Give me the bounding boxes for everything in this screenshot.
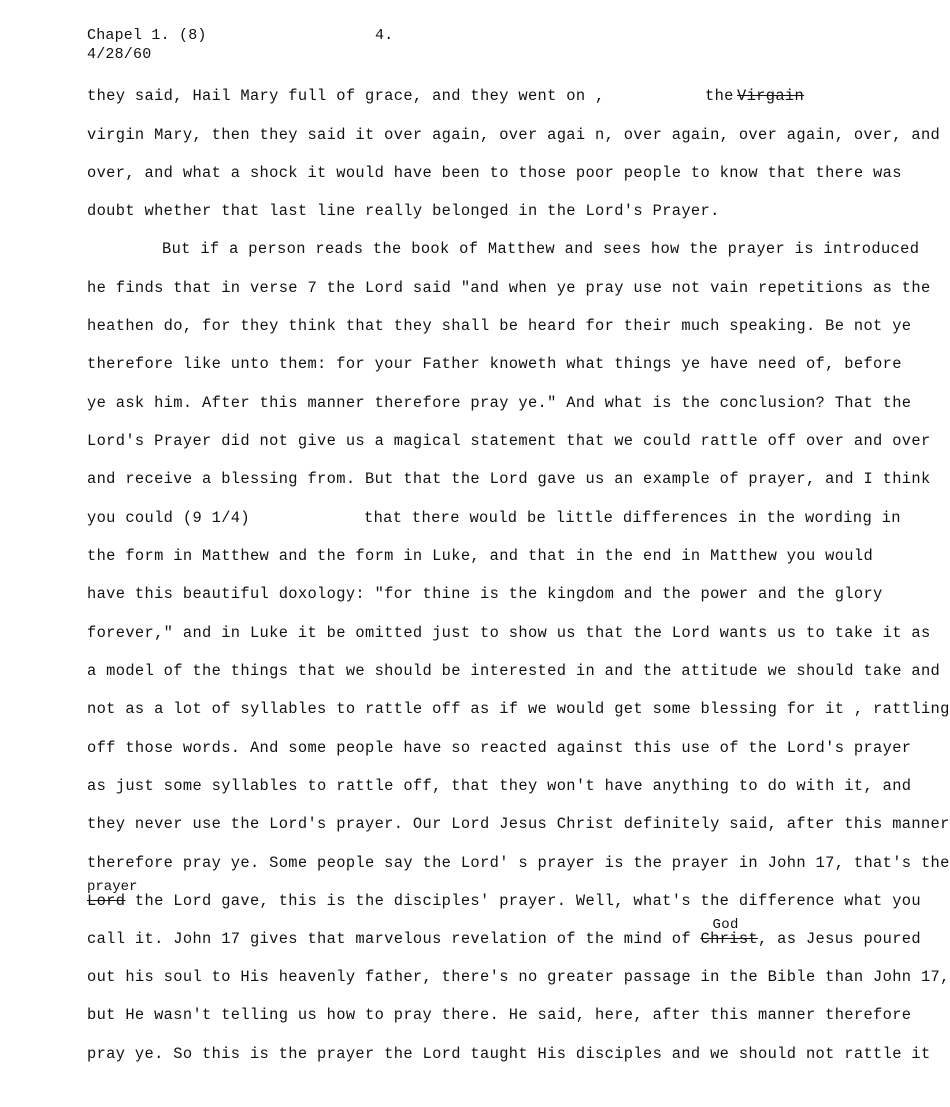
body-line: pray ye. So this is the prayer the Lord taught His disciples and we should not rattle it [87,1045,931,1063]
line-text: they said, Hail Mary full of grace, and they went on , [87,87,605,105]
line-text: the [705,87,734,105]
header-date: 4/28/60 [87,46,152,63]
header-chapel: Chapel 1. (8) [87,27,207,44]
body-line [87,892,921,910]
body-line: virgin Mary, then they said it over again, over agai n, over again, over again, over, and [87,126,941,144]
body-line: a model of the things that we should be interested in and the attitude we should take and [87,662,941,680]
body-line: but He wasn't telling us how to pray there. He said, here, after this manner therefore [87,1006,912,1024]
body-line: ye ask him. After this manner therefore pray ye." And what is the conclusion? That the [87,394,912,412]
body-line: But if a person reads the book of Matthew and sees how the prayer is introduced [162,240,920,258]
line-text: that there would be little differences in the wording in [364,509,901,527]
body-line: the form in Matthew and the form in Luke, and that in the end in Matthew you would [87,547,874,565]
body-line: therefore like unto them: for your Father knoweth what things ye have need of, before [87,355,902,373]
line-text: you could (9 1/4) [87,509,250,527]
body-line: therefore pray ye. Some people say the Lord' s prayer is the prayer in John 17, that's the [87,854,950,872]
line-text: the Lord gave, this is the disciples' prayer. Well, what's the difference what you [125,892,921,910]
page-number: 4. [375,27,394,44]
struck-word: Virgain [737,87,805,105]
body-line: off those words. And some people have so reacted against this use of the Lord's prayer [87,739,912,757]
body-line: doubt whether that last line really belonged in the Lord's Prayer. [87,202,720,220]
line-text: call it. John 17 gives that marvelous revelation of the mind of [87,930,701,948]
body-line: he finds that in verse 7 the Lord said "and when ye pray use not vain repetitions as the [87,279,931,297]
body-line [87,509,901,527]
struck-word: Lord [87,892,126,910]
body-line [87,87,832,105]
body-line: have this beautiful doxology: "for thine is the kingdom and the power and the glory [87,585,883,603]
body-line: out his soul to His heavenly father, there's no greater passage in the Bible than John 17, [87,968,950,986]
body-line: not as a lot of syllables to rattle off as if we would get some blessing for it , rattling [87,700,950,718]
body-line: heathen do, for they think that they shall be heard for their much speaking. Be not ye [87,317,912,335]
body-line: they never use the Lord's prayer. Our Lord Jesus Christ definitely said, after this manner [87,815,950,833]
line-text: , as Jesus poured [758,930,921,948]
handwritten-correction: prayer [87,879,138,895]
body-line: Lord's Prayer did not give us a magical statement that we could rattle off over and over [87,432,931,450]
body-line: and receive a blessing from. But that the Lord gave us an example of prayer, and I think [87,470,931,488]
body-line: as just some syllables to rattle off, that they won't have anything to do with it, and [87,777,912,795]
body-line [87,917,921,948]
body-line: forever," and in Luke it be omitted just to show us that the Lord wants us to take it as [87,624,931,642]
handwritten-correction: God [712,917,739,933]
body-line: over, and what a shock it would have been to those poor people to know that there was [87,164,902,182]
struck-word: Christ [700,930,759,948]
